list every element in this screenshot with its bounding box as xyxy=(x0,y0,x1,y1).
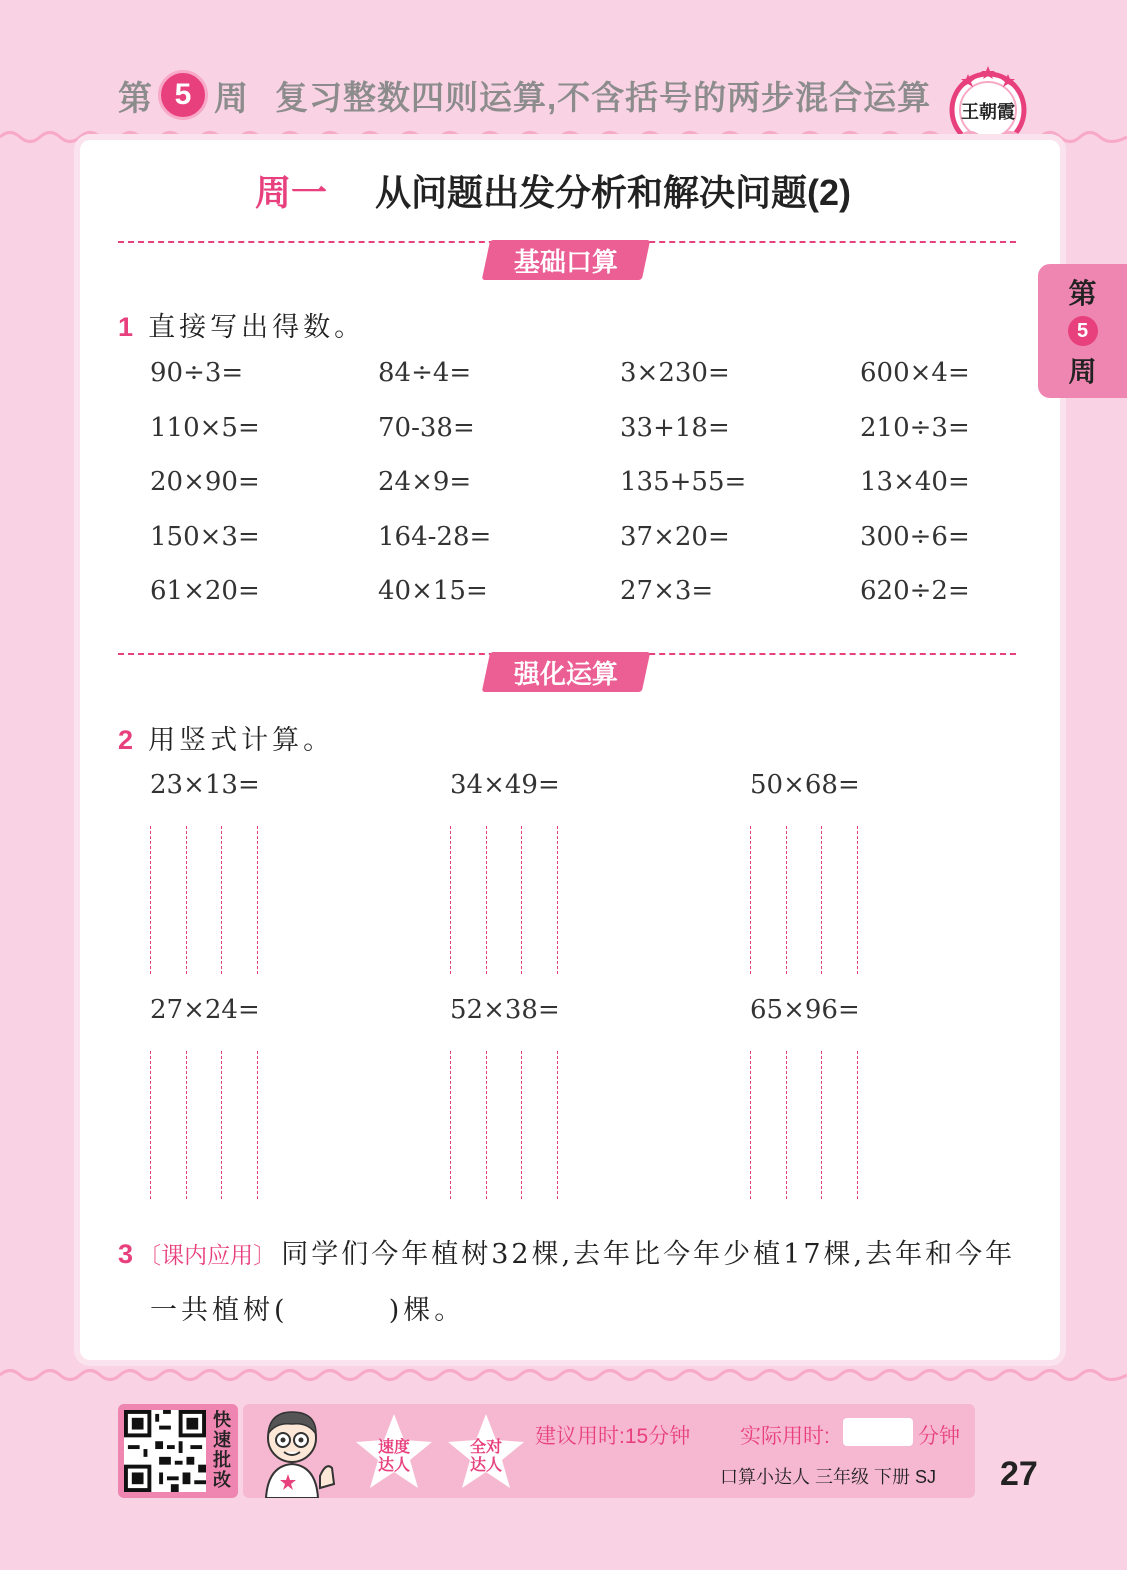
week-number: 5 xyxy=(174,78,192,111)
alarm-clock-icon xyxy=(158,70,208,120)
page-number: 27 xyxy=(1000,1455,1038,1493)
qr-label-char: 快 xyxy=(213,1410,231,1430)
work-area-guide-line xyxy=(750,1051,751,1199)
work-area-guide-line xyxy=(857,1051,858,1199)
actual-time-unit: 分钟 xyxy=(918,1425,960,1448)
section-banner-basic xyxy=(482,240,651,280)
vertical-calc-problem: 27×24= xyxy=(150,995,260,1025)
question-text-line2: 一共植树( xyxy=(150,1295,289,1326)
banner-label: 基础口算 xyxy=(513,246,618,277)
svg-text:王朝霞: 王朝霞 xyxy=(961,102,1015,123)
math-expression: 37×20= xyxy=(620,521,730,552)
math-expression: 24×9= xyxy=(378,467,472,497)
work-area-guide-line xyxy=(186,1051,187,1199)
qr-code-icon[interactable] xyxy=(124,1410,206,1492)
question-instruction: 直接写出得数。 xyxy=(148,312,366,343)
math-expression: 33+18= xyxy=(620,412,730,443)
book-info: 口算小达人 三年级 下册 SJ xyxy=(720,1467,937,1487)
page-header-title: 复习整数四则运算,不含括号的两步混合运算 xyxy=(275,79,932,116)
work-area-guide-line xyxy=(786,826,787,974)
student-mascot-icon xyxy=(250,1404,342,1498)
question-3 xyxy=(118,1232,1015,1271)
work-area-guide-line xyxy=(750,826,751,974)
work-area-guide-line xyxy=(557,826,558,974)
math-expression: 150×3= xyxy=(150,521,260,552)
work-area-guide-line xyxy=(221,826,222,974)
star-label-line: 速度 xyxy=(377,1437,410,1456)
math-expression: 620÷2= xyxy=(860,576,970,606)
work-area-guide-line xyxy=(486,1051,487,1199)
question-3-line2 xyxy=(150,1288,465,1327)
math-expression: 61×20= xyxy=(150,576,260,606)
question-text-line1: 同学们今年植树32棵,去年比今年少植17棵,去年和今年 xyxy=(281,1239,1016,1270)
question-number: 1 xyxy=(118,312,134,342)
day-topic: 从问题出发分析和解决问题(2) xyxy=(375,172,852,213)
question-1-heading xyxy=(118,305,365,344)
math-expression: 135+55= xyxy=(620,467,747,497)
vertical-calc-problem: 65×96= xyxy=(750,995,860,1025)
question-number: 3 xyxy=(118,1239,134,1269)
work-area-guide-line xyxy=(450,1051,451,1199)
week-side-tab xyxy=(1038,264,1127,398)
day-label: 周一 xyxy=(255,172,328,213)
qr-label-char: 批 xyxy=(213,1450,231,1470)
work-area-guide-line xyxy=(857,826,858,974)
math-expression: 13×40= xyxy=(860,467,970,497)
day-title xyxy=(255,165,851,216)
work-area-guide-line xyxy=(486,826,487,974)
qr-label xyxy=(210,1410,234,1490)
suggested-time: 建议用时:15分钟 xyxy=(535,1425,691,1448)
accuracy-star-label xyxy=(458,1438,514,1474)
math-expression: 90÷3= xyxy=(150,358,244,388)
vertical-calc-problem: 23×13= xyxy=(150,770,260,800)
star-label-line: 达人 xyxy=(469,1455,502,1474)
side-tab-bottom: 周 xyxy=(1068,356,1097,387)
question-2-heading xyxy=(118,718,334,757)
question-instruction: 用竖式计算。 xyxy=(148,725,335,756)
work-area-guide-line xyxy=(821,826,822,974)
work-area-guide-line xyxy=(150,1051,151,1199)
work-area-guide-line xyxy=(257,1051,258,1199)
section-banner-practice xyxy=(482,652,651,692)
actual-time-label: 实际用时: xyxy=(740,1425,830,1448)
week-prefix: 第 xyxy=(118,79,152,118)
qr-label-char: 速 xyxy=(213,1430,231,1450)
star-label-line: 全对 xyxy=(469,1437,502,1456)
work-area-guide-line xyxy=(186,826,187,974)
banner-label: 强化运算 xyxy=(513,658,618,689)
week-suffix: 周 xyxy=(214,79,248,118)
work-area-guide-line xyxy=(557,1051,558,1199)
work-area-guide-line xyxy=(257,826,258,974)
work-area-guide-line xyxy=(786,1051,787,1199)
math-expression: 40×15= xyxy=(378,576,488,606)
math-expression: 300÷6= xyxy=(860,521,970,552)
math-expression: 20×90= xyxy=(150,467,260,497)
question-text-line2-end: )棵。 xyxy=(388,1295,466,1326)
vertical-calc-problem: 34×49= xyxy=(450,770,560,800)
math-expression: 84÷4= xyxy=(378,358,472,388)
work-area-guide-line xyxy=(821,1051,822,1199)
side-tab-number: 5 xyxy=(1068,316,1098,346)
math-expression: 600×4= xyxy=(860,358,970,388)
math-expression: 210÷3= xyxy=(860,412,970,443)
math-expression: 27×3= xyxy=(620,576,714,606)
math-expression: 164-28= xyxy=(378,521,492,552)
question-number: 2 xyxy=(118,725,134,755)
vertical-calc-problem: 52×38= xyxy=(450,995,560,1025)
math-expression: 70-38= xyxy=(378,412,475,443)
qr-label-char: 改 xyxy=(213,1470,231,1490)
side-tab-top: 第 xyxy=(1068,278,1097,309)
week-label xyxy=(118,70,248,120)
vertical-calc-problem: 50×68= xyxy=(750,770,860,800)
work-area-guide-line xyxy=(150,826,151,974)
math-expression: 3×230= xyxy=(620,358,730,388)
work-area-guide-line xyxy=(521,826,522,974)
question-tag: 〔课内应用〕 xyxy=(138,1243,277,1269)
speed-star-label xyxy=(366,1438,422,1474)
work-area-guide-line xyxy=(450,826,451,974)
star-label-line: 达人 xyxy=(377,1455,410,1474)
actual-time-input[interactable] xyxy=(843,1418,913,1446)
work-area-guide-line xyxy=(221,1051,222,1199)
wave-border-bottom xyxy=(0,1366,1127,1384)
work-area-guide-line xyxy=(521,1051,522,1199)
math-expression: 110×5= xyxy=(150,412,260,443)
